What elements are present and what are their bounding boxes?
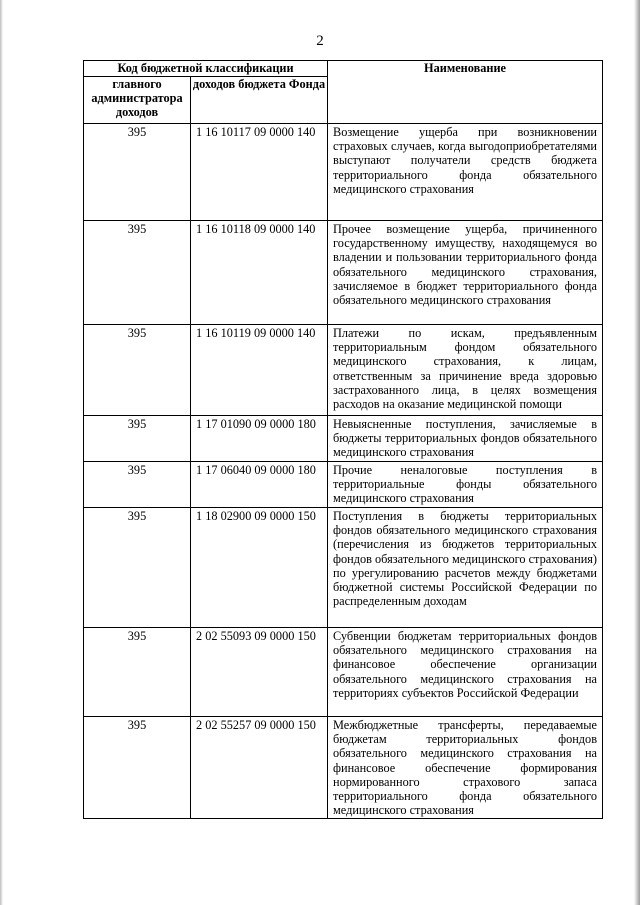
header-name: Наименование [328, 61, 603, 124]
revenue-code-cell: 1 17 06040 09 0000 180 [191, 462, 328, 508]
table-row [84, 124, 603, 221]
revenue-name-cell: Поступления в бюджеты территориальных фондов обязательного медицинского страхования (перечисления из бюджетов территориальных фондов обязательного медицинского страхования) по урегулированию расчетов между бюджетами бюджетной системы Российской Федерации по распределенным доходам [328, 508, 603, 628]
admin-code-cell: 395 [84, 717, 191, 819]
table-row [84, 221, 603, 325]
revenue-code-cell: 1 16 10119 09 0000 140 [191, 325, 328, 416]
table-row [84, 628, 603, 717]
revenue-code-cell: 1 17 01090 09 0000 180 [191, 416, 328, 462]
header-budget-classification-code: Код бюджетной классификации [84, 61, 328, 77]
table-row [84, 325, 603, 416]
revenue-name-cell: Платежи по искам, предъявленным территориальным фондом обязательного медицинского страхования, к лицам, ответственным за причинение вреда здоровью застрахованного лица, в целях возмещения расходов на оказание медицинской помощи [328, 325, 603, 416]
header-main-administrator: главного администратора доходов [84, 77, 191, 124]
revenue-code-cell: 1 16 10117 09 0000 140 [191, 124, 328, 221]
admin-code-cell: 395 [84, 462, 191, 508]
revenue-name-cell: Субвенции бюджетам территориальных фондов обязательного медицинского страхования на финансовое обеспечение организации обязательного медицинского страхования на территориях субъектов Российской Федерации [328, 628, 603, 717]
revenue-name-cell: Невыясненные поступления, зачисляемые в бюджеты территориальных фондов обязательного медицинского страхования [328, 416, 603, 462]
revenue-name-cell: Возмещение ущерба при возникновении страховых случаев, когда выгодоприобретателями выступают получатели средств бюджета территориального фонда обязательного медицинского страхования [328, 124, 603, 221]
revenue-code-cell: 2 02 55257 09 0000 150 [191, 717, 328, 819]
scan-edge-right [634, 0, 640, 905]
admin-code-cell: 395 [84, 628, 191, 717]
revenue-code-cell: 1 16 10118 09 0000 140 [191, 221, 328, 325]
page-number: 2 [316, 33, 324, 49]
revenue-name-cell: Межбюджетные трансферты, передаваемые бюджетам территориальных фондов обязательного медицинского страхования на финансовое обеспечение формирования нормированного страхового запаса территориального фонда обязательного медицинского страхования [328, 717, 603, 819]
table-row [84, 717, 603, 819]
revenue-name-cell: Прочее возмещение ущерба, причиненного государственному имуществу, находящемуся во владении и пользовании территориального фонда обязательного медицинского страхования, зачисляемое в бюджет территориального фонда обязательного медицинского страхования [328, 221, 603, 325]
admin-code-cell: 395 [84, 325, 191, 416]
revenue-code-cell: 2 02 55093 09 0000 150 [191, 628, 328, 717]
budget-classification-table [83, 60, 603, 819]
table-row [84, 416, 603, 462]
table-row [84, 508, 603, 628]
admin-code-cell: 395 [84, 508, 191, 628]
table-row [84, 462, 603, 508]
admin-code-cell: 395 [84, 416, 191, 462]
header-fund-revenue-code: доходов бюджета Фонда [191, 77, 328, 124]
admin-code-cell: 395 [84, 124, 191, 221]
revenue-name-cell: Прочие неналоговые поступления в территориальные фонды обязательного медицинского страхования [328, 462, 603, 508]
admin-code-cell: 395 [84, 221, 191, 325]
scan-edge-left [0, 0, 3, 905]
revenue-code-cell: 1 18 02900 09 0000 150 [191, 508, 328, 628]
